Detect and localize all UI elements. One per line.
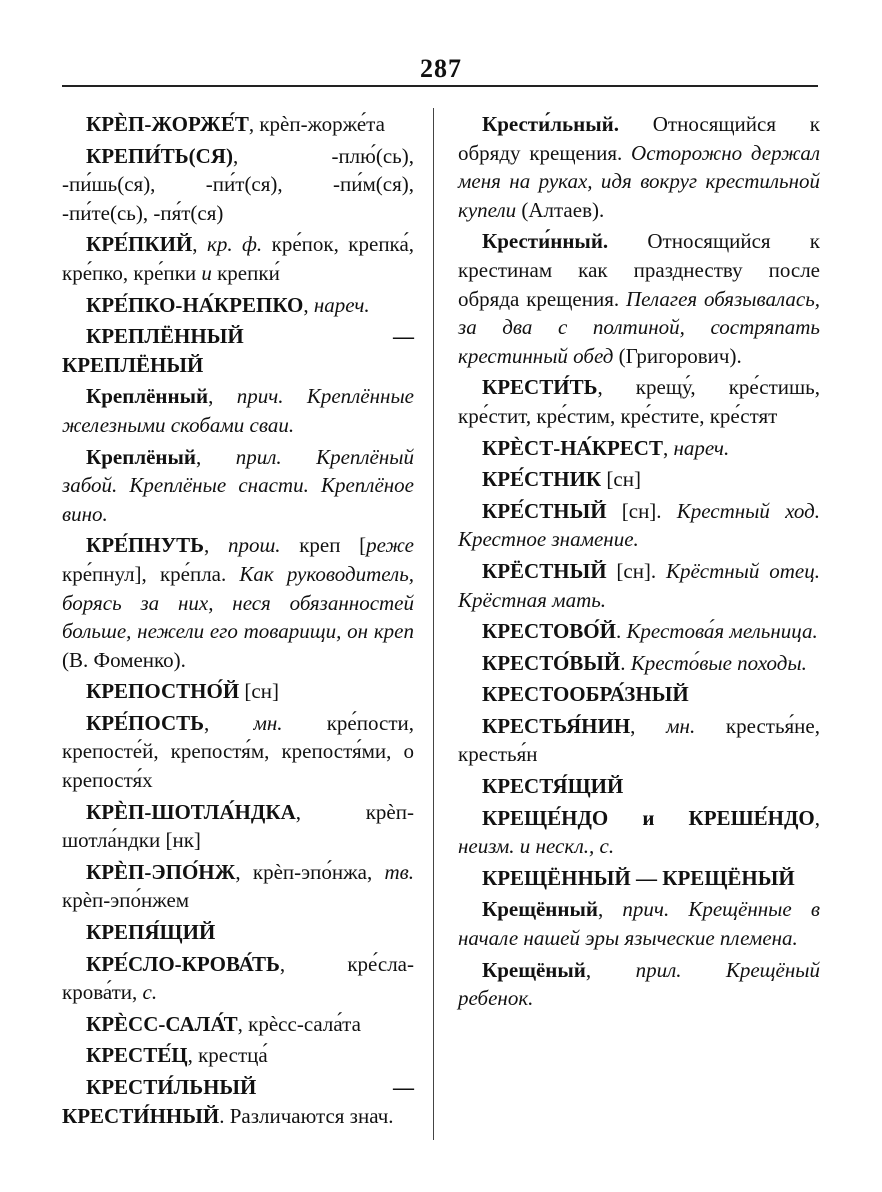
dictionary-entry: КРЕСТЕ́Ц, крестца́: [86, 1043, 268, 1068]
dictionary-entry: КРЕЩЁННЫЙ — КРЕЩЁНЫЙ: [482, 865, 795, 890]
dictionary-entry: КРЕСТЬЯ́НИН, мн. крестья́не, крестья́н: [458, 713, 820, 767]
header-rule: [62, 85, 818, 87]
dictionary-entry: Креплёный, прил. Креплёный забой. Креплёные снасти. Креплёное вино.: [62, 444, 415, 526]
dictionary-entry: Крести́льный. Относящийся к обряду крещения. Осторожно держал меня на руках, идя вокруг крестильной купели (Алтаев).: [458, 112, 820, 222]
dictionary-entry: КРЁСТНЫЙ [сн]. Крёстный отец. Крёстная мать.: [458, 558, 820, 612]
dictionary-entry: КРЀСС-САЛА́Т, крѐсс-сала́та: [86, 1011, 361, 1036]
dictionary-entry: КРЕСТООБРА́ЗНЫЙ: [482, 682, 689, 707]
dictionary-entry: КРЕ́СЛО-КРОВА́ТЬ, кре́сла-крова́ти, с.: [62, 951, 414, 1005]
dictionary-entry: КРЕ́ПКО-НА́КРЕПКО, нареч.: [86, 292, 370, 317]
left-column: [62, 110, 414, 1133]
dictionary-entry: КРЕЩЕ́НДО и КРЕШЕ́НДО, неизм. и нескл., с.: [458, 805, 820, 859]
dictionary-entry: КРЕ́СТНЫЙ [сн]. Крестный ход. Крестное знамение.: [458, 498, 820, 552]
dictionary-entry: КРЕСТИ́ЛЬНЫЙ — КРЕСТИ́ННЫЙ. Различаются знач.: [62, 1075, 414, 1128]
dictionary-entry: КРЕ́ПОСТЬ, мн. кре́пости, крепосте́й, крепостя́м, крепостя́ми, о крепостя́х: [62, 710, 414, 793]
dictionary-entry: КРЕПЯ́ЩИЙ: [86, 920, 216, 945]
right-column: [458, 110, 820, 1016]
dictionary-entry: Креплённый, прич. Креплённые железными скобами сваи.: [62, 384, 415, 437]
dictionary-entry: КРЕСТОВО́Й. Крестова́я мельница.: [482, 619, 818, 644]
dictionary-entry: КРЕ́ПКИЙ, кр. ф. кре́пок, крепка́, кре́пко, кре́пки и крепки́: [62, 232, 415, 285]
page-number: 287: [420, 54, 462, 83]
dictionary-entry: КРЀП-ЭПО́НЖ, крѐп-эпо́нжа, тв. крѐп-эпо́нжем: [62, 859, 414, 913]
dictionary-entry: Крещёный, прил. Крещёный ребенок.: [458, 957, 820, 1011]
dictionary-entry: КРЕПОСТНО́Й [сн]: [86, 679, 279, 704]
column-divider: [433, 108, 434, 1140]
dictionary-entry: Крести́нный. Относящийся к крестинам как празднеству после обряда крещения. Пелагея обязывалась, за два с полтиной, состряпать крестинный обед (Григорович).: [458, 229, 820, 368]
dictionary-entry: КРЀП-ШОТЛА́НДКА, крѐп-шотла́ндки [нк]: [62, 799, 414, 853]
dictionary-entry: КРЀП-ЖОРЖЕ́Т, крѐп-жорже́та: [86, 112, 385, 136]
dictionary-entry: КРЕСТЯ́ЩИЙ: [482, 774, 624, 799]
dictionary-entry: КРЀСТ-НА́КРЕСТ, нареч.: [482, 435, 730, 460]
dictionary-entry: КРЕПИ́ТЬ(СЯ), -плю́(сь), -пи́шь(ся), -пи́т(ся), -пи́м(ся), -пи́те(сь), -пя́т(ся): [62, 143, 414, 225]
dictionary-entry: КРЕ́ПНУТЬ, прош. креп [реже кре́пнул], кре́пла. Как руководитель, борясь за них, неся обязанностей больше, нежели его товарищи, он креп (В. Фоменко).: [62, 533, 414, 672]
dictionary-entry: Крещённый, прич. Крещённые в начале нашей эры языческие племена.: [458, 897, 820, 951]
dictionary-entry: КРЕПЛЁННЫЙ — КРЕПЛЁНЫЙ: [62, 324, 414, 377]
dictionary-entry: КРЕ́СТНИК [сн]: [482, 467, 641, 492]
dictionary-entry: КРЕСТИ́ТЬ, крещу́, кре́стишь, кре́стит, кре́стим, кре́стите, кре́стят: [458, 375, 820, 428]
dictionary-entry: КРЕСТО́ВЫЙ. Кресто́вые походы.: [482, 650, 807, 675]
